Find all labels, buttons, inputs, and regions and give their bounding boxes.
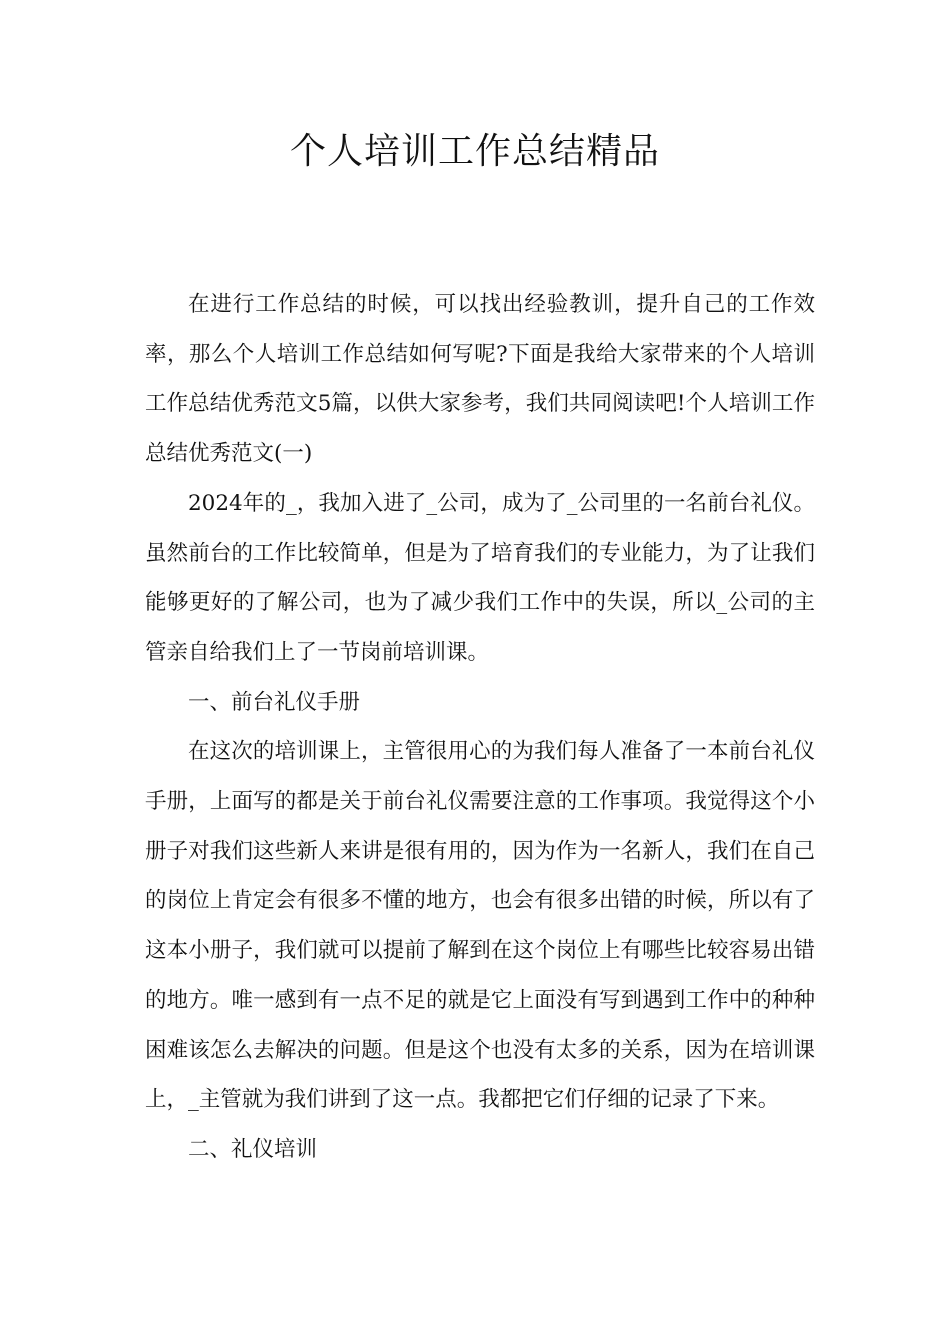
paragraph-intro: 在进行工作总结的时候，可以找出经验教训，提升自己的工作效率，那么个人培训工作总结如何写呢?下面是我给大家带来的个人培训工作总结优秀范文5篇，以供大家参考，我们共同阅读吧!个人培训工作总结优秀范文(一) <box>145 292 815 467</box>
section-heading-2: 二、礼仪培训 <box>188 1136 318 1162</box>
paragraph-manual: 在这次的培训课上，主管很用心的为我们每人准备了一本前台礼仪手册，上面写的都是关于前台礼仪需要注意的工作事项。我觉得这个小册子对我们这些新人来讲是很有用的，因为作为一名新人，我们在自己的岗位上肯定会有很多不懂的地方，也会有很多出错的时候，所以有了这本小册子，我们就可以提前了解到在这个岗位上有哪些比较容易出错的地方。唯一感到有一点不足的就是它上面没有写到遇到工作中的种种困难该怎么去解决的问题。但是这个也没有太多的关系，因为在培训课上，_主管就为我们讲到了这一点。我都把它们仔细的记录了下来。 <box>145 739 815 1113</box>
paragraph-joining: 2024年的_，我加入进了_公司，成为了_公司里的一名前台礼仪。虽然前台的工作比较简单，但是为了培育我们的专业能力，为了让我们能够更好的了解公司，也为了减少我们工作中的失误，所以_公司的主管亲自给我们上了一节岗前培训课。 <box>145 490 815 665</box>
document-title: 个人培训工作总结精品 <box>289 131 660 172</box>
document-body <box>145 280 815 1175</box>
section-heading-1: 一、前台礼仪手册 <box>188 689 361 715</box>
